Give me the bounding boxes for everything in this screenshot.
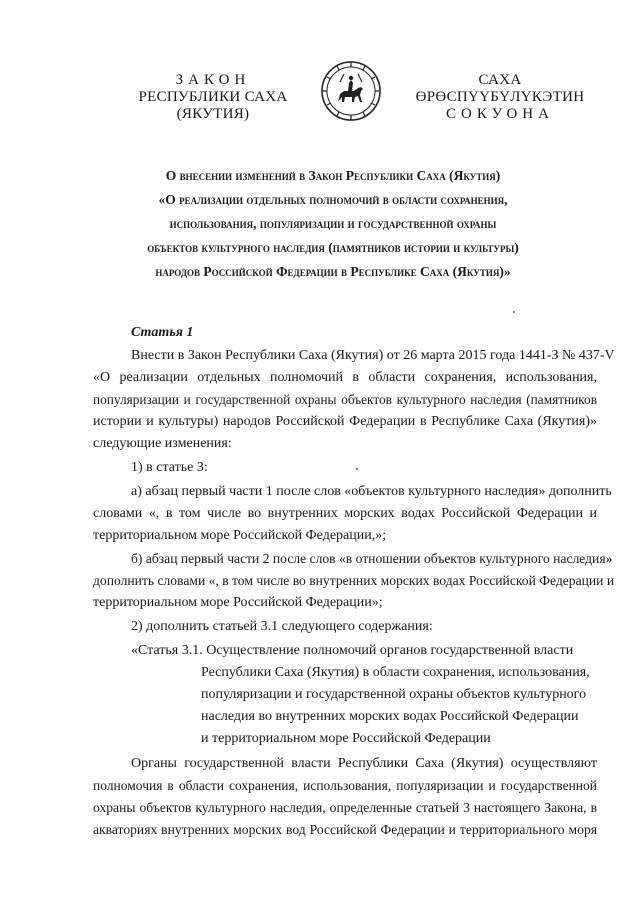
item-1b-line-1 xyxy=(131,551,613,567)
item-2: 2) дополнить статьей 3.1 следующего содержания: xyxy=(131,619,433,634)
scan-speck xyxy=(513,311,515,313)
item-1b-line-2 xyxy=(93,573,615,589)
title-line: народов Российской Федерации в Республике Саха (Якутия)» xyxy=(155,264,511,279)
intro-text: «О реализации отдельных полномочий в области сохранения, использования, xyxy=(93,370,597,385)
final-text: Органы государственной власти Республики Саха (Якутия) осуществляют xyxy=(131,756,597,771)
title-line: «О реализации отдельных полномочий в области сохранения, xyxy=(158,192,508,207)
header-left-line1: ЗАКОН xyxy=(175,72,251,88)
new-article-heading-cont: наследия во внутренних морских водах Российской Федерации xyxy=(201,709,579,724)
intro-text: популяризации и государственной охраны объектов культурного наследия (памятников xyxy=(93,392,597,407)
item-text: дополнить словами «, в том числе во внутренних морских водах Российской Федерации и xyxy=(93,573,615,588)
title-line: О внесении изменений в Закон Республики Саха (Якутия) xyxy=(165,168,501,183)
new-article-heading: «Статья 3.1. Осуществление полномочий органов государственной власти xyxy=(131,643,574,658)
header-left xyxy=(110,72,316,123)
final-line-3 xyxy=(93,800,597,816)
intro-line-3 xyxy=(93,392,597,408)
header-left-line2: РЕСПУБЛИКИ САХА (ЯКУТИЯ) xyxy=(138,89,288,122)
intro-line-4 xyxy=(93,414,597,430)
item-1a-line-2 xyxy=(93,506,597,522)
item-text: б) абзац первый части 2 после слов «в отношении объектов культурного наследия» xyxy=(131,551,613,566)
scan-speck xyxy=(356,468,358,470)
final-text: акваториях внутренних морских вод Российской Федерации и территориального моря xyxy=(93,822,597,837)
item-1: 1) в статье 3: xyxy=(131,460,208,475)
new-article-heading-cont: Республики Саха (Якутия) в области сохранения, использования, xyxy=(201,665,590,680)
item-text: словами «, в том числе во внутренних морских водах Российской Федерации и xyxy=(93,506,597,521)
document-title xyxy=(70,164,596,284)
item-1a-line-3: территориальном море Российской Федерации,»; xyxy=(93,528,387,543)
final-line-4 xyxy=(93,822,597,838)
intro-line-1 xyxy=(131,348,615,364)
intro-line-2 xyxy=(93,370,597,386)
final-text: охраны объектов культурного наследия, определенные статьей 3 настоящего Закона, в xyxy=(93,800,597,815)
final-line-2 xyxy=(93,778,597,794)
header-right-line1: САХА ӨРӨСПҮҮБҮЛҮКЭТИН xyxy=(415,72,585,105)
item-1a-line-1 xyxy=(131,484,612,500)
item-1b-line-3: территориальном море Российской Федерации»; xyxy=(93,595,383,610)
intro-text: истории и культуры) народов Российской Федерации в Республике Саха (Якутия)» xyxy=(93,414,597,429)
article-heading: Статья 1 xyxy=(131,325,194,340)
new-article-heading-cont: популяризации и государственной охраны объектов культурного xyxy=(201,687,587,702)
item-text: а) абзац первый части 1 после слов «объектов культурного наследия» дополнить xyxy=(131,484,612,499)
header-right-line2: СОКУОНА xyxy=(446,106,554,122)
header-right xyxy=(400,72,600,123)
final-text: полномочия в области сохранения, использования, популяризации и государственной xyxy=(93,778,597,793)
intro-line-5: следующие изменения: xyxy=(93,436,232,451)
final-line-1 xyxy=(131,756,597,772)
intro-text: Внести в Закон Республики Саха (Якутия) от 26 марта 2015 года 1441-З № 437-V xyxy=(131,348,615,363)
title-line: объектов культурного наследия (памятников истории и культуры) xyxy=(147,240,519,255)
coat-of-arms-emblem xyxy=(318,60,384,122)
title-line: использования, популяризации и государственной охраны xyxy=(169,216,497,231)
new-article-heading-cont: и территориальном море Российской Федерации xyxy=(201,731,491,746)
